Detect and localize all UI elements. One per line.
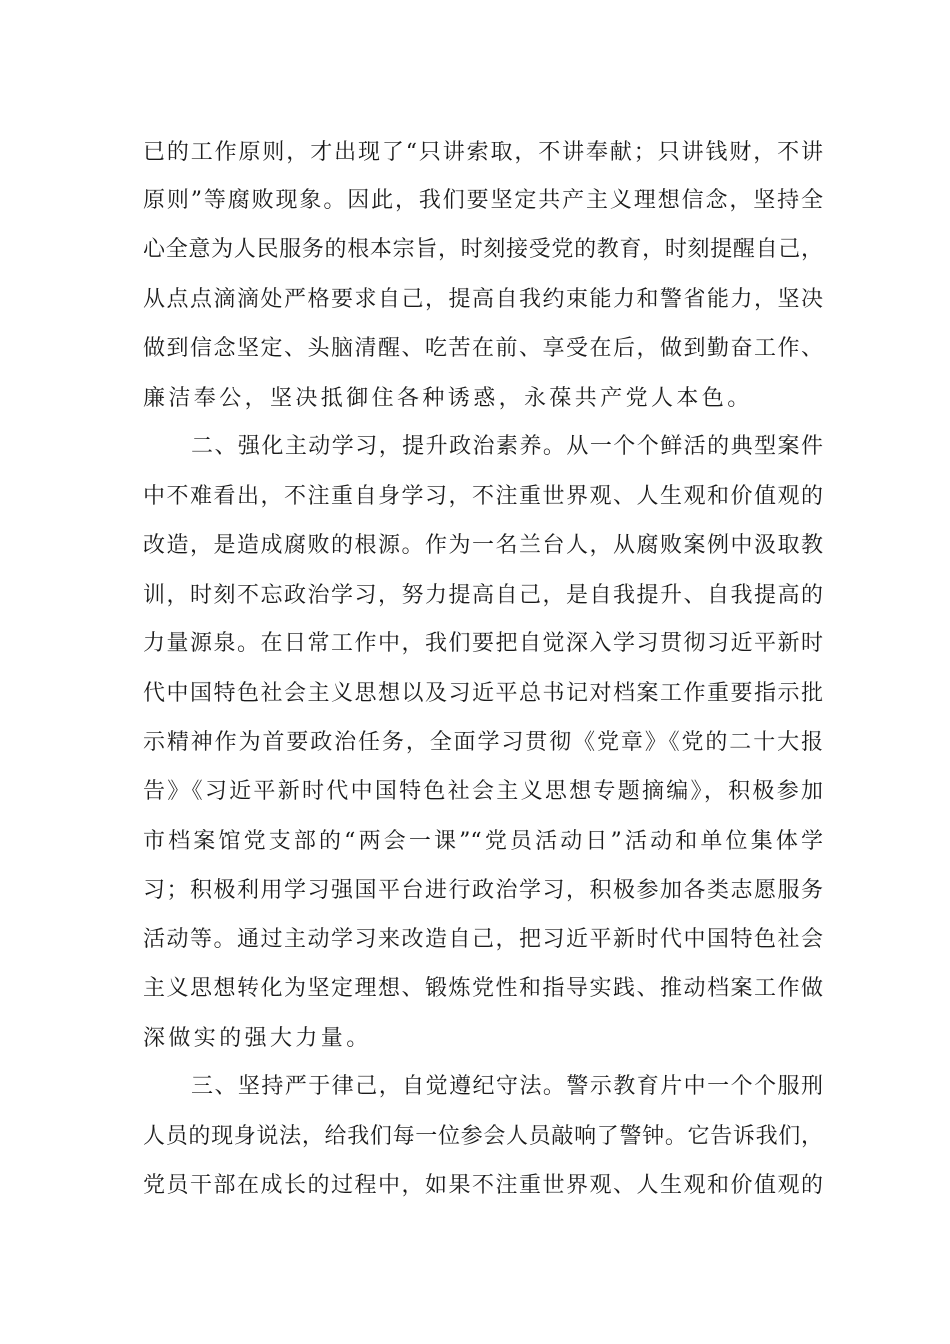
text-line: 原则”等腐败现象。因此，我们要坚定共产主义理想信念，坚持全 (143, 188, 823, 213)
text-line: 市档案馆党支部的“两会一课”“党员活动日”活动和单位集体学 (143, 829, 823, 854)
text-line: 深做实的强大力量。 (143, 1026, 372, 1051)
text-line: 训，时刻不忘政治学习，努力提高自己，是自我提升、自我提高的 (143, 583, 823, 608)
text-line: 中不难看出，不注重自身学习，不注重世界观、人生观和价值观的 (143, 484, 823, 509)
section-heading-line: 三、坚持严于律己，自觉遵纪守法。警示教育片中一个个服刑 (191, 1074, 823, 1099)
text-line: 心全意为人民服务的根本宗旨，时刻接受党的教育，时刻提醒自己， (143, 237, 823, 262)
text-line: 力量源泉。在日常工作中，我们要把自觉深入学习贯彻习近平新时 (143, 631, 823, 656)
text-line: 改造，是造成腐败的根源。作为一名兰台人，从腐败案例中汲取教 (143, 533, 823, 558)
section-heading-line: 二、强化主动学习，提升政治素养。从一个个鲜活的典型案件 (191, 434, 823, 459)
text-line: 已的工作原则，才出现了“只讲索取，不讲奉献；只讲钱财，不讲 (143, 140, 823, 165)
text-line: 习；积极利用学习强国平台进行政治学习，积极参加各类志愿服务 (143, 878, 823, 903)
text-line: 示精神作为首要政治任务，全面学习贯彻《党章》《党的二十大报 (143, 730, 823, 755)
text-line: 从点点滴滴处严格要求自己，提高自我约束能力和警省能力，坚决 (143, 287, 823, 312)
text-line: 人员的现身说法，给我们每一位参会人员敲响了警钟。它告诉我们， (143, 1124, 823, 1149)
text-line: 告》《习近平新时代中国特色社会主义思想专题摘编》，积极参加 (143, 779, 823, 804)
text-line: 代中国特色社会主义思想以及习近平总书记对档案工作重要指示批 (143, 681, 823, 706)
text-line: 党员干部在成长的过程中，如果不注重世界观、人生观和价值观的 (143, 1173, 823, 1198)
text-line: 做到信念坚定、头脑清醒、吃苦在前、享受在后，做到勤奋工作、 (143, 336, 823, 361)
text-line: 活动等。通过主动学习来改造自己，把习近平新时代中国特色社会 (143, 927, 823, 952)
text-line: 廉洁奉公，坚决抵御住各种诱惑，永葆共产党人本色。 (143, 386, 753, 411)
text-line: 主义思想转化为坚定理想、锻炼党性和指导实践、推动档案工作做 (143, 976, 823, 1001)
